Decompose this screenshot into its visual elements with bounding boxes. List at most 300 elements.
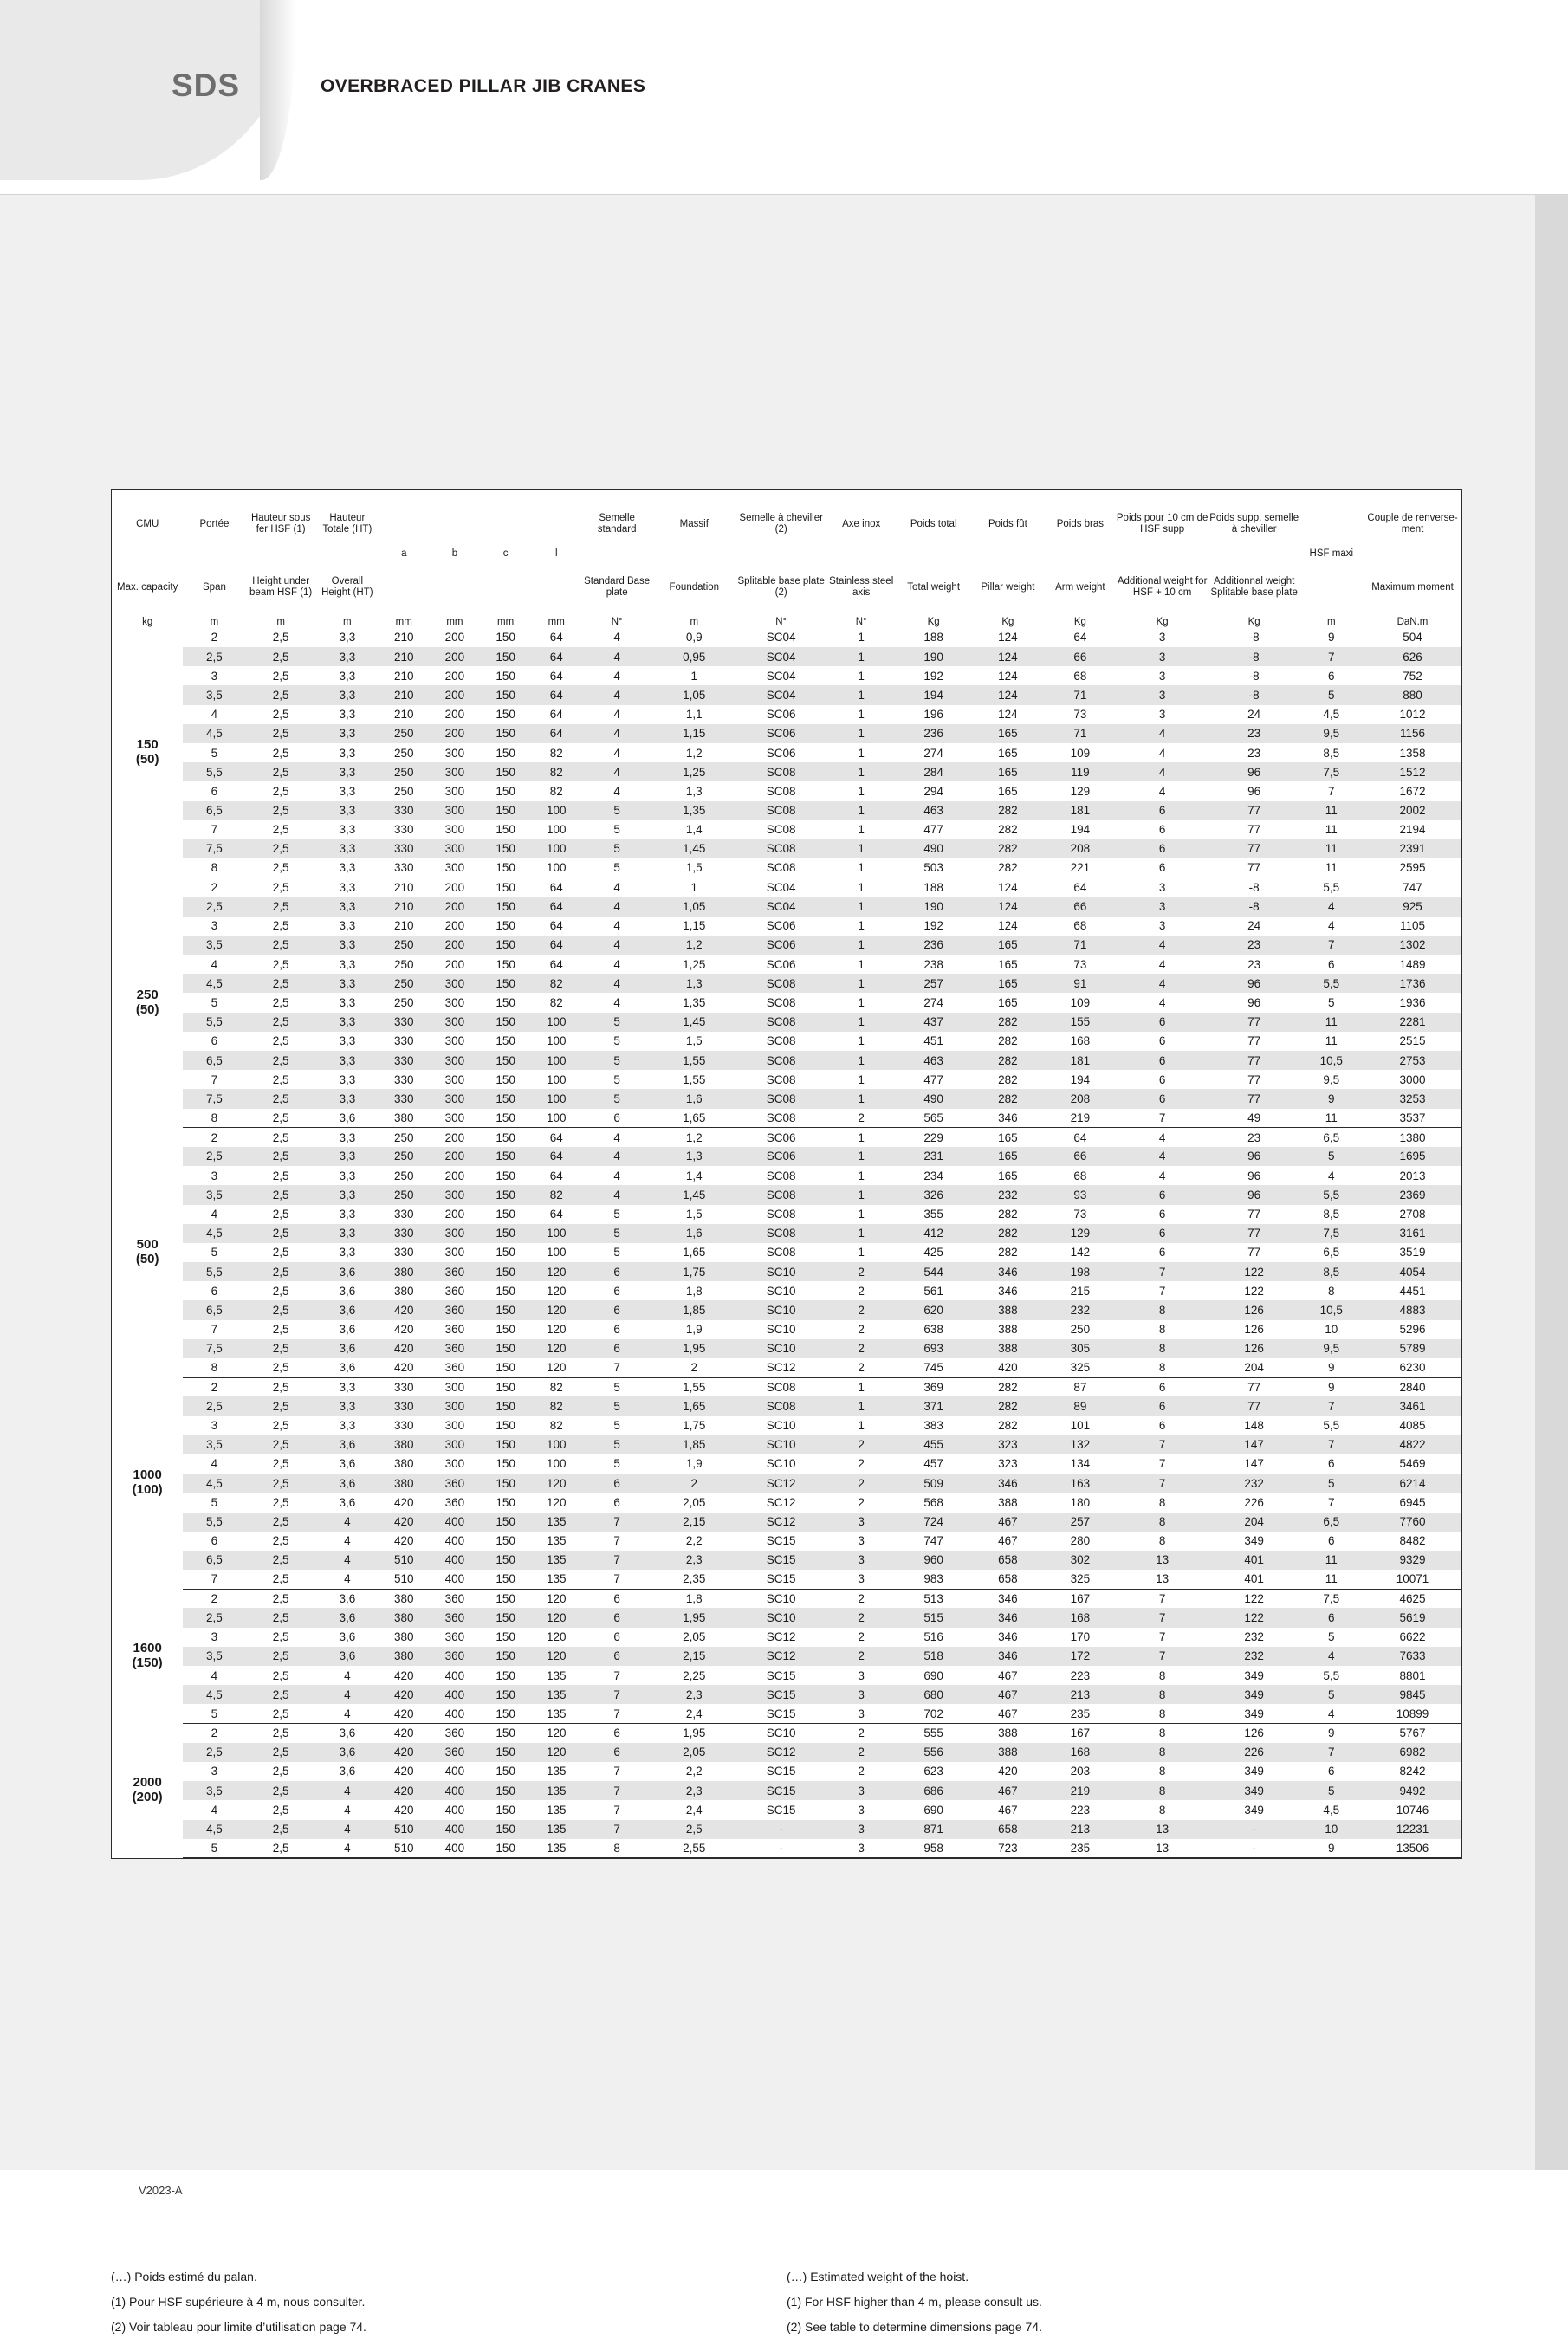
cell-c12: 515 xyxy=(897,1608,971,1627)
cell-c16: 148 xyxy=(1244,1419,1264,1433)
cell-c5: 300 xyxy=(444,746,465,760)
cell-c5: 300 xyxy=(430,762,481,781)
col-head-fr-0: CMU xyxy=(136,518,159,529)
cell-c11: 1 xyxy=(858,1246,865,1260)
cell-c8: 4 xyxy=(613,1130,620,1144)
cell-c2: 2,5 xyxy=(246,1474,316,1493)
cell-c2: 2,5 xyxy=(272,1246,289,1260)
cell-c9: 2,05 xyxy=(683,1495,706,1509)
cell-c12: 192 xyxy=(923,919,943,933)
footnote-en-1: (1) For HSF higher than 4 m, please consult us. xyxy=(787,2295,1042,2309)
cell-c9: 2,15 xyxy=(652,1513,736,1532)
cell-c6: 150 xyxy=(480,1685,531,1704)
cell-c17: 9,5 xyxy=(1323,1072,1340,1086)
footnote-en-0: (…) Estimated weight of the hoist. xyxy=(787,2270,969,2283)
cell-c16: 77 xyxy=(1209,1224,1299,1243)
capacity-value: 500 xyxy=(136,1237,159,1253)
cell-c14: 129 xyxy=(1045,1224,1115,1243)
cell-c15: 7 xyxy=(1115,1608,1208,1627)
cell-c8: 7 xyxy=(613,1668,620,1682)
cell-c16: 126 xyxy=(1244,1323,1264,1337)
cell-c14: 223 xyxy=(1070,1803,1091,1817)
cell-c16: 77 xyxy=(1209,1013,1299,1032)
cell-c13: 165 xyxy=(998,1130,1018,1144)
cell-c5: 360 xyxy=(444,1284,465,1298)
cell-c1: 6,5 xyxy=(183,1300,245,1319)
cell-c8: 5 xyxy=(582,858,652,878)
cell-c14: 167 xyxy=(1070,1592,1091,1606)
table-row xyxy=(112,993,1461,1012)
header-row-units xyxy=(112,617,1461,628)
cell-c7: 135 xyxy=(531,1839,582,1858)
cell-c2: 2,5 xyxy=(246,936,316,955)
cell-c1: 7 xyxy=(211,1072,218,1086)
cell-c10: SC12 xyxy=(736,1647,826,1666)
cell-c17: 7 xyxy=(1299,936,1364,955)
cell-c16: -8 xyxy=(1209,685,1299,704)
cell-c11: 1 xyxy=(858,784,865,798)
cell-c16: 77 xyxy=(1247,1208,1261,1221)
cell-c3: 3,6 xyxy=(339,1630,356,1644)
cell-c6: 150 xyxy=(496,823,515,837)
cell-c13: 282 xyxy=(998,1246,1018,1260)
cell-c17: 11 xyxy=(1299,1109,1364,1128)
cell-c10: SC04 xyxy=(766,669,796,683)
cell-c10: SC10 xyxy=(766,1726,796,1740)
cell-c10: SC08 xyxy=(736,974,826,993)
cell-c2: 2,5 xyxy=(272,1208,289,1221)
cell-c1: 4,5 xyxy=(183,1685,245,1704)
cell-c12: 451 xyxy=(923,1034,943,1048)
cell-c4: 330 xyxy=(379,1224,430,1243)
cell-c13: 323 xyxy=(971,1435,1046,1454)
cell-c18: 1489 xyxy=(1399,957,1426,971)
cell-c4: 420 xyxy=(394,1765,414,1778)
cell-c14: 119 xyxy=(1045,762,1115,781)
table-row xyxy=(112,1724,1461,1743)
cell-c7: 64 xyxy=(549,1208,563,1221)
cell-c18: 2281 xyxy=(1364,1013,1461,1032)
cell-c14: 71 xyxy=(1045,724,1115,743)
cell-c7: 64 xyxy=(549,1169,563,1182)
cell-c16: 77 xyxy=(1247,1246,1261,1260)
cell-c4: 330 xyxy=(394,1072,414,1086)
cell-c8: 5 xyxy=(613,823,620,837)
cell-c6: 150 xyxy=(496,1323,515,1337)
cell-c8: 7 xyxy=(582,1685,652,1704)
col-head-fr-10: Semelle à cheviller (2) xyxy=(739,513,823,534)
cell-c4: 250 xyxy=(379,1147,430,1166)
cell-c15: 6 xyxy=(1115,1089,1208,1108)
cell-c12: 412 xyxy=(897,1224,971,1243)
table-row xyxy=(112,1320,1461,1339)
cell-c11: 1 xyxy=(826,1089,897,1108)
cell-c4: 210 xyxy=(379,685,430,704)
cell-c6: 150 xyxy=(480,1513,531,1532)
col-head-fr-11: Axe inox xyxy=(842,518,881,529)
table-row xyxy=(112,1532,1461,1551)
cell-c14: 235 xyxy=(1045,1839,1115,1858)
cell-c18: 3537 xyxy=(1364,1109,1461,1128)
cell-c2: 2,5 xyxy=(272,1534,289,1548)
cell-c15: 13 xyxy=(1115,1839,1208,1858)
cell-c15: 8 xyxy=(1158,1803,1166,1817)
cell-c4: 250 xyxy=(379,936,430,955)
cell-c3: 4 xyxy=(316,1551,379,1570)
cell-c16: 349 xyxy=(1244,1534,1264,1548)
cell-c9: 1,4 xyxy=(685,823,703,837)
cell-c3: 3,3 xyxy=(339,1169,356,1182)
cell-c3: 3,6 xyxy=(339,1457,356,1471)
cell-c5: 200 xyxy=(444,957,465,971)
cell-c11: 2 xyxy=(858,1495,865,1509)
cell-c17: 5,5 xyxy=(1323,881,1340,895)
cell-c7: 120 xyxy=(546,1323,567,1337)
cell-c4: 380 xyxy=(394,1630,414,1644)
cell-c6: 150 xyxy=(496,669,515,683)
cell-c17: 4,5 xyxy=(1323,708,1340,722)
cell-c4: 380 xyxy=(394,1284,414,1298)
cell-c18: 8801 xyxy=(1399,1668,1426,1682)
cell-c1: 2 xyxy=(211,631,218,645)
cell-c11: 1 xyxy=(826,1185,897,1204)
cell-c16: 77 xyxy=(1247,1380,1261,1394)
cell-c9: 1,15 xyxy=(652,724,736,743)
cell-c2: 2,5 xyxy=(272,881,289,895)
cell-c14: 167 xyxy=(1070,1726,1091,1740)
table-row xyxy=(112,1243,1461,1262)
cell-c4: 250 xyxy=(379,762,430,781)
cell-c6: 150 xyxy=(496,1495,515,1509)
cell-c1: 4 xyxy=(211,1208,218,1221)
cell-c15: 8 xyxy=(1115,1358,1208,1377)
cell-c7: 64 xyxy=(531,724,582,743)
cell-c16: 24 xyxy=(1247,919,1261,933)
cell-c12: 503 xyxy=(897,858,971,878)
cell-c17: 9,5 xyxy=(1299,724,1364,743)
table-row xyxy=(112,762,1461,781)
cell-c4: 380 xyxy=(379,1474,430,1493)
cell-c10: SC12 xyxy=(736,1474,826,1493)
cell-c17: 11 xyxy=(1299,839,1364,858)
cell-c4: 420 xyxy=(394,1323,414,1337)
table-row xyxy=(112,1377,1461,1396)
cell-c7: 82 xyxy=(549,746,563,760)
cell-c16: - xyxy=(1209,1839,1299,1858)
cell-c8: 5 xyxy=(613,1419,620,1433)
cell-c3: 3,3 xyxy=(316,801,379,820)
cell-c4: 330 xyxy=(379,1396,430,1415)
cell-c13: 723 xyxy=(971,1839,1046,1858)
cell-c4: 330 xyxy=(379,1089,430,1108)
cell-c10: SC08 xyxy=(766,1380,796,1394)
cell-c10: SC08 xyxy=(736,1185,826,1204)
cell-c3: 3,3 xyxy=(316,762,379,781)
col-head-en-18: Maximum moment xyxy=(1371,581,1454,593)
cell-c14: 215 xyxy=(1070,1284,1091,1298)
cell-c7: 135 xyxy=(531,1513,582,1532)
cell-c18: 2194 xyxy=(1399,823,1426,837)
cell-c4: 380 xyxy=(379,1262,430,1281)
cell-c14: 163 xyxy=(1045,1474,1115,1493)
cell-c9: 1,5 xyxy=(652,858,736,878)
cell-c1: 3,5 xyxy=(183,685,245,704)
cell-c17: 10,5 xyxy=(1299,1300,1364,1319)
col-unit-12: Kg xyxy=(927,617,940,627)
cell-c10: SC08 xyxy=(736,1109,826,1128)
cell-c17: 7,5 xyxy=(1323,1592,1340,1606)
cell-c18: 6230 xyxy=(1364,1358,1461,1377)
cell-c3: 3,6 xyxy=(316,1109,379,1128)
cell-c4: 420 xyxy=(379,1339,430,1358)
cell-c18: 4822 xyxy=(1364,1435,1461,1454)
table-row xyxy=(112,1781,1461,1800)
cell-c9: 2,55 xyxy=(652,1839,736,1858)
cell-c9: 1,15 xyxy=(683,919,706,933)
cell-c7: 120 xyxy=(546,1630,567,1644)
cell-c12: 516 xyxy=(923,1630,943,1644)
cell-c10: - xyxy=(736,1820,826,1839)
cell-c17: 11 xyxy=(1299,1570,1364,1589)
cell-c18: 5296 xyxy=(1399,1323,1426,1337)
cell-c5: 300 xyxy=(430,1185,481,1204)
table-row xyxy=(112,1628,1461,1647)
cell-c9: 1,75 xyxy=(683,1419,706,1433)
cell-c12: 623 xyxy=(923,1765,943,1778)
cell-c13: 346 xyxy=(971,1647,1046,1666)
cell-c13: 388 xyxy=(971,1300,1046,1319)
col-head-fr-18: Couple de renverse-ment xyxy=(1367,513,1458,534)
table-row xyxy=(112,1128,1461,1147)
cell-c18: 8482 xyxy=(1399,1534,1426,1548)
cell-c3: 3,3 xyxy=(339,1419,356,1433)
cell-c13: 467 xyxy=(998,1668,1018,1682)
table-row xyxy=(112,781,1461,800)
capacity-value: 1000 xyxy=(133,1467,162,1483)
cell-c18: 1380 xyxy=(1399,1130,1426,1144)
cell-c4: 330 xyxy=(394,1380,414,1394)
col-unit-16: Kg xyxy=(1247,617,1260,627)
col-head-en-13: Pillar weight xyxy=(981,581,1035,593)
cell-c3: 3,6 xyxy=(316,1647,379,1666)
cell-c6: 150 xyxy=(480,974,531,993)
cell-c18: 4451 xyxy=(1399,1284,1426,1298)
cell-c6: 150 xyxy=(496,1246,515,1260)
cell-c18: 1358 xyxy=(1399,746,1426,760)
cell-c2: 2,5 xyxy=(246,1300,316,1319)
cell-c13: 124 xyxy=(998,669,1018,683)
col-head-fr-3: Hauteur Totale (HT) xyxy=(322,513,373,534)
capacity-group-label xyxy=(112,1128,183,1377)
col-head-fr-9: Massif xyxy=(679,518,709,529)
cell-c16: 349 xyxy=(1209,1704,1299,1723)
page-header xyxy=(0,0,1568,195)
cell-c18: 4085 xyxy=(1399,1419,1426,1433)
cell-c6: 150 xyxy=(496,1380,515,1394)
cell-c15: 13 xyxy=(1115,1820,1208,1839)
cell-c7: 120 xyxy=(531,1474,582,1493)
cell-c7: 82 xyxy=(549,1380,563,1394)
cell-c12: 509 xyxy=(897,1474,971,1493)
cell-c17: 5,5 xyxy=(1323,1668,1340,1682)
cell-c12: 274 xyxy=(923,746,943,760)
cell-c14: 250 xyxy=(1070,1323,1091,1337)
cell-c6: 150 xyxy=(496,1592,515,1606)
cell-c6: 150 xyxy=(496,708,515,722)
cell-c4: 210 xyxy=(394,881,414,895)
cell-c18: 6622 xyxy=(1399,1630,1426,1644)
cell-c15: 8 xyxy=(1115,1704,1208,1723)
cell-c18: 13506 xyxy=(1364,1839,1461,1858)
cell-c1: 5,5 xyxy=(183,1013,245,1032)
page-title: OVERBRACED PILLAR JIB CRANES xyxy=(321,76,646,96)
cell-c11: 1 xyxy=(858,1169,865,1182)
cell-c10: SC08 xyxy=(736,762,826,781)
cell-c9: 2,05 xyxy=(683,1630,706,1644)
cell-c11: 1 xyxy=(826,1396,897,1415)
col-unit-4: mm xyxy=(395,617,412,627)
cell-c9: 1,25 xyxy=(683,957,706,971)
cell-c11: 2 xyxy=(826,1647,897,1666)
cell-c15: 7 xyxy=(1115,1474,1208,1493)
cell-c8: 4 xyxy=(582,974,652,993)
cell-c5: 300 xyxy=(430,1396,481,1415)
cell-c16: 122 xyxy=(1244,1592,1264,1606)
cell-c8: 5 xyxy=(582,1435,652,1454)
cell-c3: 3,6 xyxy=(316,1474,379,1493)
cell-c16: 96 xyxy=(1247,1169,1261,1182)
cell-c9: 1,55 xyxy=(652,1051,736,1070)
col-head-hsf-maxi: HSF maxi xyxy=(1309,547,1354,559)
cell-c7: 64 xyxy=(549,881,563,895)
cell-c12: 383 xyxy=(923,1419,943,1433)
table-row xyxy=(112,917,1461,936)
table-row xyxy=(112,724,1461,743)
cell-c10: SC15 xyxy=(766,1803,796,1817)
table-row xyxy=(112,1608,1461,1627)
cell-c4: 210 xyxy=(394,631,414,645)
cell-c7: 64 xyxy=(531,1147,582,1166)
cell-c11: 1 xyxy=(826,762,897,781)
cell-c12: 686 xyxy=(897,1781,971,1800)
cell-c6: 150 xyxy=(480,1051,531,1070)
table-row xyxy=(112,1493,1461,1512)
col-head-fr-14: Poids bras xyxy=(1056,518,1105,529)
col-head-fr-13: Poids fût xyxy=(988,518,1027,529)
table-row xyxy=(112,1339,1461,1358)
cell-c8: 4 xyxy=(582,647,652,666)
table-row xyxy=(112,1454,1461,1474)
cell-c5: 400 xyxy=(430,1820,481,1839)
cell-c11: 2 xyxy=(858,1284,865,1298)
cell-c5: 300 xyxy=(430,1051,481,1070)
cell-c5: 300 xyxy=(444,1419,465,1433)
cell-c4: 250 xyxy=(379,724,430,743)
cell-c7: 100 xyxy=(531,858,582,878)
cell-c16: 77 xyxy=(1209,1089,1299,1108)
cell-c15: 3 xyxy=(1158,631,1166,645)
cell-c15: 6 xyxy=(1158,1072,1166,1086)
cell-c4: 380 xyxy=(379,1647,430,1666)
cell-c1: 3,5 xyxy=(183,936,245,955)
cell-c18: 2002 xyxy=(1364,801,1461,820)
cell-c10: SC15 xyxy=(736,1570,826,1589)
cell-c7: 64 xyxy=(549,957,563,971)
cell-c3: 4 xyxy=(344,1668,351,1682)
cell-c2: 2,5 xyxy=(272,1592,289,1606)
cell-c14: 219 xyxy=(1045,1109,1115,1128)
capacity-group-label xyxy=(112,1589,183,1723)
cell-c13: 165 xyxy=(998,746,1018,760)
cell-c13: 346 xyxy=(971,1474,1046,1493)
cell-c6: 150 xyxy=(480,1089,531,1108)
cell-c1: 2,5 xyxy=(183,1147,245,1166)
cell-c14: 325 xyxy=(1045,1570,1115,1589)
table-row xyxy=(112,1013,1461,1032)
cell-c15: 7 xyxy=(1115,1647,1208,1666)
cell-c12: 437 xyxy=(897,1013,971,1032)
cell-c13: 124 xyxy=(971,897,1046,917)
cell-c9: 1,85 xyxy=(652,1435,736,1454)
cell-c12: 555 xyxy=(923,1726,943,1740)
cell-c3: 3,6 xyxy=(339,1726,356,1740)
cell-c3: 3,6 xyxy=(316,1358,379,1377)
cell-c8: 5 xyxy=(613,1072,620,1086)
cell-c1: 2,5 xyxy=(183,897,245,917)
cell-c13: 282 xyxy=(998,1072,1018,1086)
cell-c10: SC10 xyxy=(766,1419,796,1433)
cell-c7: 100 xyxy=(531,1013,582,1032)
cell-c15: 13 xyxy=(1115,1551,1208,1570)
cell-c6: 150 xyxy=(496,957,515,971)
cell-c6: 150 xyxy=(496,1419,515,1433)
cell-c13: 124 xyxy=(971,647,1046,666)
col-head-en-14: Arm weight xyxy=(1055,581,1105,593)
cell-c3: 3,3 xyxy=(316,936,379,955)
cell-c16: 349 xyxy=(1244,1668,1264,1682)
cell-c15: 6 xyxy=(1115,801,1208,820)
cell-c9: 1,3 xyxy=(652,1147,736,1166)
cell-c9: 2,3 xyxy=(652,1781,736,1800)
cell-c18: 6945 xyxy=(1399,1495,1426,1509)
cell-c2: 2,5 xyxy=(272,1630,289,1644)
cell-c2: 2,5 xyxy=(246,839,316,858)
cell-c3: 3,6 xyxy=(339,1765,356,1778)
cell-c1: 4 xyxy=(211,1457,218,1471)
cell-c17: 5 xyxy=(1299,1781,1364,1800)
cell-c10: SC10 xyxy=(766,1592,796,1606)
cell-c3: 3,3 xyxy=(339,746,356,760)
cell-c8: 8 xyxy=(582,1839,652,1858)
cell-c1: 3 xyxy=(211,919,218,933)
cell-c4: 250 xyxy=(394,746,414,760)
cell-c14: 235 xyxy=(1045,1704,1115,1723)
cell-c16: 23 xyxy=(1247,957,1261,971)
brand-logo: SDS xyxy=(172,68,241,103)
cell-c2: 2,5 xyxy=(272,1034,289,1048)
cell-c9: 1,1 xyxy=(685,708,703,722)
cell-c8: 4 xyxy=(582,724,652,743)
cell-c14: 142 xyxy=(1070,1246,1091,1260)
table-row xyxy=(112,1647,1461,1666)
cell-c18: 7760 xyxy=(1364,1513,1461,1532)
table-row xyxy=(112,743,1461,762)
cell-c17: 4 xyxy=(1328,1169,1335,1182)
cell-c2: 2,5 xyxy=(246,685,316,704)
cell-c7: 82 xyxy=(549,784,563,798)
cell-c9: 2,2 xyxy=(685,1765,703,1778)
cell-c1: 3 xyxy=(211,669,218,683)
